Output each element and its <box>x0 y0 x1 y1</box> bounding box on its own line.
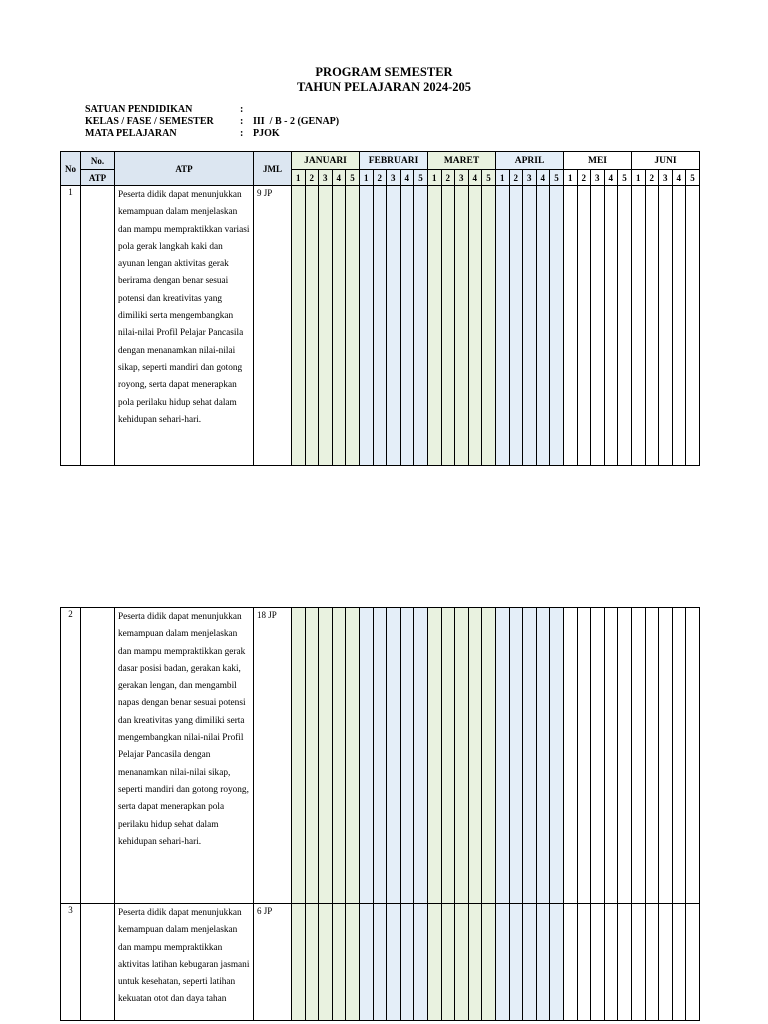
info-value: PJOK <box>253 128 280 139</box>
row-no-atp <box>81 186 115 466</box>
schedule-cell[interactable] <box>441 608 455 904</box>
schedule-cell[interactable] <box>686 186 700 466</box>
schedule-cell[interactable] <box>564 608 578 904</box>
schedule-cell[interactable] <box>496 186 510 466</box>
info-colon: : <box>240 104 244 115</box>
month-header-mei: MEI <box>564 152 632 170</box>
row-jml: 9 JP <box>254 186 292 466</box>
info-label: MATA PELAJARAN <box>85 128 177 139</box>
schedule-cell[interactable] <box>428 186 442 466</box>
week-number: 3 <box>591 170 605 186</box>
page-subtitle: TAHUN PELAJARAN 2024-205 <box>296 80 472 94</box>
schedule-cell[interactable] <box>360 904 374 1021</box>
week-number: 1 <box>428 170 442 186</box>
month-header-juni: JUNI <box>632 152 700 170</box>
schedule-cell[interactable] <box>482 904 496 1021</box>
schedule-cell[interactable] <box>659 186 673 466</box>
row-atp: Peserta didik dapat menunjukkan kemampuan dalam menjelaskan dan mampu mempraktikkan variasi pola gerak langkah kaki dan ayunan lengan aktivitas gerak berirama dengan benar sesuai potensi dan kreativitas yang dimiliki serta mengembangkan nilai-nilai Profil Pelajar Pancasila dengan menanamkan nilai-nilai sikap, seperti mandiri dan gotong royong, serta dapat menerapkan pola perilaku hidup sehat dalam kehidupan sehari-hari. <box>115 186 254 466</box>
schedule-cell[interactable] <box>305 904 319 1021</box>
schedule-cell[interactable] <box>292 608 306 904</box>
schedule-cell[interactable] <box>632 904 646 1021</box>
schedule-cell[interactable] <box>400 608 414 904</box>
week-number: 2 <box>509 170 523 186</box>
schedule-cell[interactable] <box>645 186 659 466</box>
week-number: 1 <box>564 170 578 186</box>
schedule-cell[interactable] <box>387 904 401 1021</box>
schedule-cell[interactable] <box>645 904 659 1021</box>
schedule-cell[interactable] <box>319 186 333 466</box>
schedule-cell[interactable] <box>509 904 523 1021</box>
schedule-cell[interactable] <box>455 904 469 1021</box>
table-row <box>61 904 700 1021</box>
schedule-cell[interactable] <box>292 186 306 466</box>
month-header-maret: MARET <box>428 152 496 170</box>
info-colon: : <box>240 116 244 127</box>
schedule-cell[interactable] <box>645 608 659 904</box>
schedule-cell[interactable] <box>292 904 306 1021</box>
schedule-cell[interactable] <box>509 608 523 904</box>
schedule-cell[interactable] <box>523 608 537 904</box>
week-number: 4 <box>332 170 346 186</box>
schedule-cell[interactable] <box>387 608 401 904</box>
row-atp: Peserta didik dapat menunjukkan kemampuan dalam menjelaskan dan mampu mempraktikkan gerak dasar posisi badan, gerakan kaki, gerakan lengan, dan mengambil napas dengan benar sesuai potensi dan kreativitas yang dimiliki serta mengembangkan nilai-nilai Profil Pelajar Pancasila dengan menanamkan nilai-nilai sikap, seperti mandiri dan gotong royong, serta dapat menerapkan pola perilaku hidup sehat dalam kehidupan sehari-hari. <box>115 608 254 904</box>
month-header-januari: JANUARI <box>292 152 360 170</box>
row-no: 2 <box>61 608 81 904</box>
schedule-cell[interactable] <box>550 186 564 466</box>
info-label: SATUAN PENDIDIKAN <box>85 104 193 115</box>
schedule-cell[interactable] <box>373 904 387 1021</box>
week-number: 4 <box>604 170 618 186</box>
week-number: 2 <box>373 170 387 186</box>
schedule-cell[interactable] <box>604 186 618 466</box>
schedule-cell[interactable] <box>604 904 618 1021</box>
schedule-cell[interactable] <box>577 904 591 1021</box>
schedule-cell[interactable] <box>496 608 510 904</box>
info-colon: : <box>240 128 244 139</box>
week-number: 4 <box>672 170 686 186</box>
schedule-cell[interactable] <box>536 904 550 1021</box>
schedule-cell[interactable] <box>564 904 578 1021</box>
week-number: 2 <box>441 170 455 186</box>
schedule-cell[interactable] <box>659 608 673 904</box>
schedule-cell[interactable] <box>577 186 591 466</box>
semester-table-1 <box>60 151 700 466</box>
schedule-cell[interactable] <box>686 608 700 904</box>
schedule-cell[interactable] <box>441 904 455 1021</box>
schedule-cell[interactable] <box>564 186 578 466</box>
schedule-cell[interactable] <box>319 904 333 1021</box>
week-number: 1 <box>496 170 510 186</box>
schedule-cell[interactable] <box>618 608 632 904</box>
schedule-cell[interactable] <box>591 608 605 904</box>
week-number: 4 <box>400 170 414 186</box>
week-number: 2 <box>645 170 659 186</box>
row-no: 1 <box>61 186 81 466</box>
week-number: 5 <box>686 170 700 186</box>
week-number: 2 <box>577 170 591 186</box>
info-row-kelas <box>85 116 339 128</box>
schedule-cell[interactable] <box>387 186 401 466</box>
schedule-cell[interactable] <box>632 608 646 904</box>
schedule-cell[interactable] <box>659 904 673 1021</box>
month-header-row <box>61 152 700 170</box>
schedule-cell[interactable] <box>591 904 605 1021</box>
schedule-cell[interactable] <box>591 186 605 466</box>
week-number: 1 <box>632 170 646 186</box>
schedule-cell[interactable] <box>468 608 482 904</box>
week-number: 4 <box>536 170 550 186</box>
row-no-atp <box>81 608 115 904</box>
schedule-cell[interactable] <box>618 186 632 466</box>
schedule-cell[interactable] <box>618 904 632 1021</box>
week-number: 1 <box>360 170 374 186</box>
schedule-cell[interactable] <box>305 186 319 466</box>
week-number: 4 <box>468 170 482 186</box>
schedule-cell[interactable] <box>550 608 564 904</box>
table-row <box>61 608 700 904</box>
schedule-cell[interactable] <box>373 608 387 904</box>
week-number: 5 <box>482 170 496 186</box>
schedule-cell[interactable] <box>332 608 346 904</box>
schedule-cell[interactable] <box>686 904 700 1021</box>
info-label: KELAS / FASE / SEMESTER <box>85 116 214 127</box>
week-number: 3 <box>387 170 401 186</box>
row-jml: 18 JP <box>254 608 292 904</box>
week-number: 3 <box>523 170 537 186</box>
week-number: 5 <box>346 170 360 186</box>
info-row-mapel <box>85 128 339 140</box>
row-jml: 6 JP <box>254 904 292 1021</box>
schedule-cell[interactable] <box>360 186 374 466</box>
info-value: III / B - 2 (GENAP) <box>253 116 340 127</box>
month-header-februari: FEBRUARI <box>360 152 428 170</box>
schedule-cell[interactable] <box>550 904 564 1021</box>
schedule-cell[interactable] <box>523 186 537 466</box>
schedule-cell[interactable] <box>414 904 428 1021</box>
schedule-cell[interactable] <box>346 904 360 1021</box>
schedule-cell[interactable] <box>482 608 496 904</box>
schedule-cell[interactable] <box>536 608 550 904</box>
schedule-cell[interactable] <box>523 904 537 1021</box>
schedule-cell[interactable] <box>672 186 686 466</box>
schedule-cell[interactable] <box>632 186 646 466</box>
info-row-satuan <box>85 104 339 116</box>
schedule-cell[interactable] <box>509 186 523 466</box>
week-number: 3 <box>455 170 469 186</box>
schedule-cell[interactable] <box>332 186 346 466</box>
week-number: 5 <box>618 170 632 186</box>
schedule-cell[interactable] <box>536 186 550 466</box>
row-no: 3 <box>61 904 81 1021</box>
col-no-atp-header: No. <box>81 152 115 170</box>
schedule-cell[interactable] <box>400 186 414 466</box>
schedule-cell[interactable] <box>414 186 428 466</box>
col-no-atp-header-2: ATP <box>81 170 115 186</box>
schedule-cell[interactable] <box>482 186 496 466</box>
schedule-cell[interactable] <box>468 186 482 466</box>
identity-block <box>85 104 339 140</box>
schedule-cell[interactable] <box>455 186 469 466</box>
schedule-cell[interactable] <box>577 608 591 904</box>
schedule-cell[interactable] <box>360 608 374 904</box>
week-number: 1 <box>292 170 306 186</box>
schedule-cell[interactable] <box>346 608 360 904</box>
schedule-cell[interactable] <box>373 186 387 466</box>
page-title: PROGRAM SEMESTER <box>315 65 453 79</box>
week-number: 5 <box>414 170 428 186</box>
week-number: 5 <box>550 170 564 186</box>
table-row <box>61 186 700 466</box>
schedule-cell[interactable] <box>400 904 414 1021</box>
col-atp-header: ATP <box>115 152 254 186</box>
schedule-cell[interactable] <box>468 904 482 1021</box>
schedule-cell[interactable] <box>604 608 618 904</box>
month-header-april: APRIL <box>496 152 564 170</box>
schedule-cell[interactable] <box>441 186 455 466</box>
col-no-header: No <box>61 152 81 186</box>
schedule-cell[interactable] <box>672 904 686 1021</box>
week-number: 2 <box>305 170 319 186</box>
schedule-cell[interactable] <box>455 608 469 904</box>
col-jml-header: JML <box>254 152 292 186</box>
week-number: 3 <box>319 170 333 186</box>
schedule-cell[interactable] <box>428 608 442 904</box>
week-number: 3 <box>659 170 673 186</box>
row-no-atp <box>81 904 115 1021</box>
schedule-cell[interactable] <box>414 608 428 904</box>
schedule-cell[interactable] <box>346 186 360 466</box>
schedule-cell[interactable] <box>319 608 333 904</box>
schedule-cell[interactable] <box>305 608 319 904</box>
row-atp: Peserta didik dapat menunjukkan kemampuan dalam menjelaskan dan mampu mempraktikkan aktivitas latihan kebugaran jasmani untuk kesehatan, seperti latihan kekuatan otot dan daya tahan <box>115 904 254 1021</box>
semester-table-2 <box>60 607 700 1021</box>
schedule-cell[interactable] <box>428 904 442 1021</box>
schedule-cell[interactable] <box>332 904 346 1021</box>
schedule-cell[interactable] <box>496 904 510 1021</box>
schedule-cell[interactable] <box>672 608 686 904</box>
